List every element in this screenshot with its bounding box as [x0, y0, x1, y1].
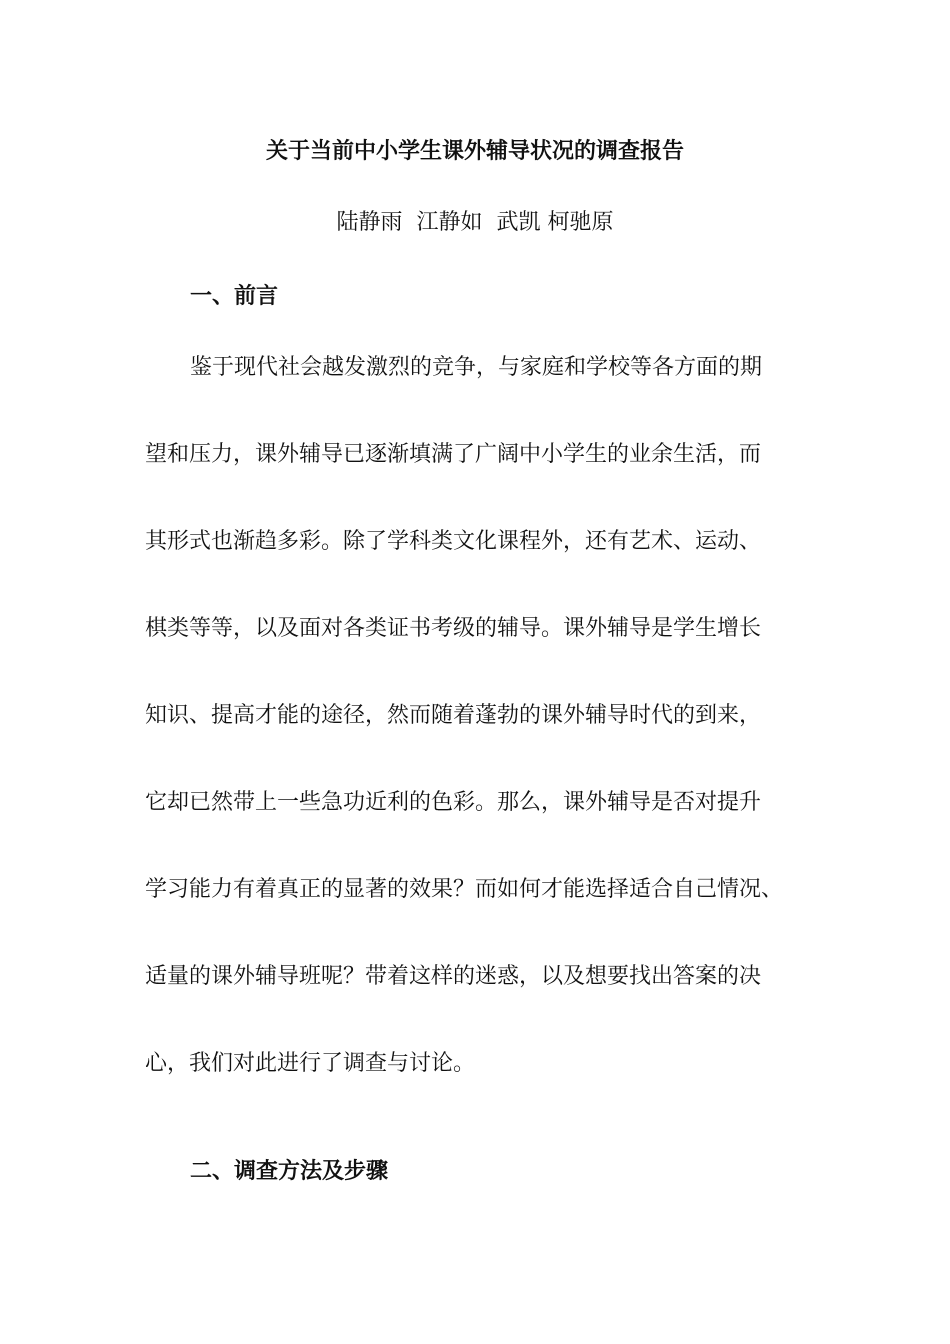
preface-paragraph	[145, 352, 825, 1135]
paragraph-line: 学习能力有着真正的显著的效果？而如何才能选择适合自己情况、	[145, 877, 784, 902]
paragraph-line: 鉴于现代社会越发激烈的竞争，与家庭和学校等各方面的期	[190, 355, 763, 380]
paragraph-line: 心，我们对此进行了调查与讨论。	[145, 1051, 476, 1076]
paragraph-line: 它却已然带上一些急功近利的色彩。那么，课外辅导是否对提升	[145, 790, 762, 815]
paragraph-line: 适量的课外辅导班呢？带着这样的迷惑，以及想要找出答案的决	[145, 964, 762, 989]
paragraph-line: 知识、提高才能的途径，然而随着蓬勃的课外辅导时代的到来，	[145, 703, 762, 728]
report-title: 关于当前中小学生课外辅导状况的调查报告	[265, 139, 684, 164]
section-heading-methods: 二、调查方法及步骤	[190, 1159, 389, 1184]
author-list: 陆静雨 江静如 武凯 柯驰原	[336, 210, 614, 235]
section-heading-preface: 一、前言	[190, 284, 279, 309]
paragraph-line: 棋类等等，以及面对各类证书考级的辅导。课外辅导是学生增长	[145, 616, 762, 641]
paragraph-line: 其形式也渐趋多彩。除了学科类文化课程外，还有艺术、运动、	[145, 529, 762, 554]
paragraph-line: 望和压力，课外辅导已逐渐填满了广阔中小学生的业余生活，而	[145, 442, 762, 467]
